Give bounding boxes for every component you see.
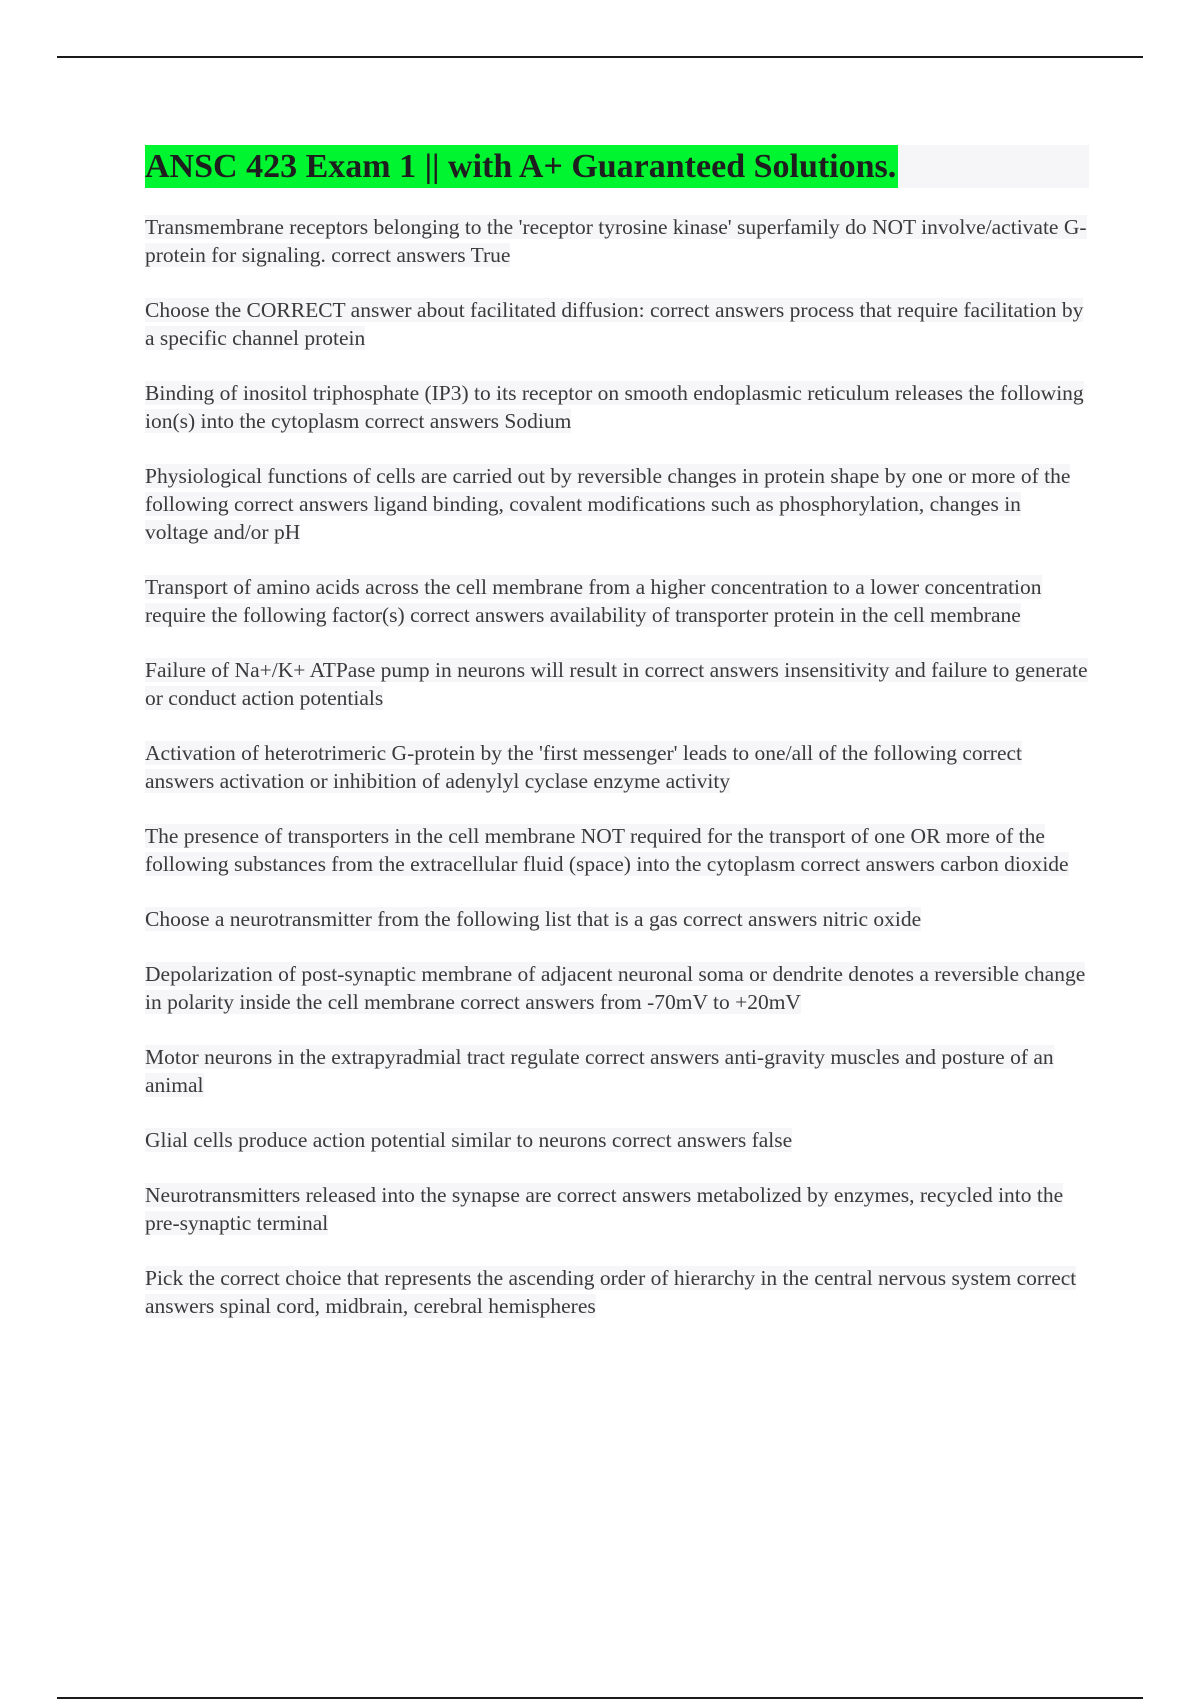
qa-item [145,296,1089,352]
qa-text: Glial cells produce action potential similar to neurons correct answers false [145,1128,793,1152]
qa-item [145,213,1089,269]
qa-item [145,1126,1089,1154]
qa-text: Motor neurons in the extrapyradmial tract regulate correct answers anti-gravity muscles and posture of an animal [145,1045,1054,1097]
qa-text: Transport of amino acids across the cell membrane from a higher concentration to a lower concentration require the following factor(s) correct answers availability of transporter protein in the cell membrane [145,575,1042,627]
qa-item [145,739,1089,795]
qa-text: Binding of inositol triphosphate (IP3) to its receptor on smooth endoplasmic reticulum releases the following ion(s) into the cytoplasm correct answers Sodium [145,381,1084,433]
qa-text: Activation of heterotrimeric G-protein by the 'first messenger' leads to one/all of the following correct answers activation or inhibition of adenylyl cyclase enzyme activity [145,741,1023,793]
qa-item [145,379,1089,435]
qa-item [145,573,1089,629]
qa-item [145,960,1089,1016]
qa-item [145,905,1089,933]
qa-item [145,462,1089,546]
qa-text: Neurotransmitters released into the synapse are correct answers metabolized by enzymes, recycled into the pre-synaptic terminal [145,1183,1064,1235]
qa-text: Failure of Na+/K+ ATPase pump in neurons will result in correct answers insensitivity and failure to generate or conduct action potentials [145,658,1088,710]
bottom-rule [57,1697,1143,1699]
qa-item [145,1264,1089,1320]
qa-text: Depolarization of post-synaptic membrane of adjacent neuronal soma or dendrite denotes a reversible change in polarity inside the cell membrane correct answers from -70mV to +20mV [145,962,1086,1014]
qa-text: The presence of transporters in the cell membrane NOT required for the transport of one OR more of the following substances from the extracellular fluid (space) into the cytoplasm correct answers carbon dioxide [145,824,1069,876]
qa-item [145,1181,1089,1237]
qa-text: Choose the CORRECT answer about facilitated diffusion: correct answers process that require facilitation by a specific channel protein [145,298,1084,350]
qa-item [145,1043,1089,1099]
title-bar [145,145,1089,188]
qa-item [145,822,1089,878]
qa-text: Physiological functions of cells are carried out by reversible changes in protein shape by one or more of the following correct answers ligand binding, covalent modifications such as phosphorylation, changes in voltage and/or pH [145,464,1071,544]
qa-text: Transmembrane receptors belonging to the 'receptor tyrosine kinase' superfamily do NOT involve/activate G-protein for signaling. correct answers True [145,215,1087,267]
document-body [145,145,1089,1347]
document-title: ANSC 423 Exam 1 || with A+ Guaranteed Solutions. [145,145,898,188]
qa-text: Choose a neurotransmitter from the following list that is a gas correct answers nitric oxide [145,907,922,931]
top-rule [57,56,1143,58]
qa-item [145,656,1089,712]
qa-text: Pick the correct choice that represents the ascending order of hierarchy in the central nervous system correct answers spinal cord, midbrain, cerebral hemispheres [145,1266,1077,1318]
